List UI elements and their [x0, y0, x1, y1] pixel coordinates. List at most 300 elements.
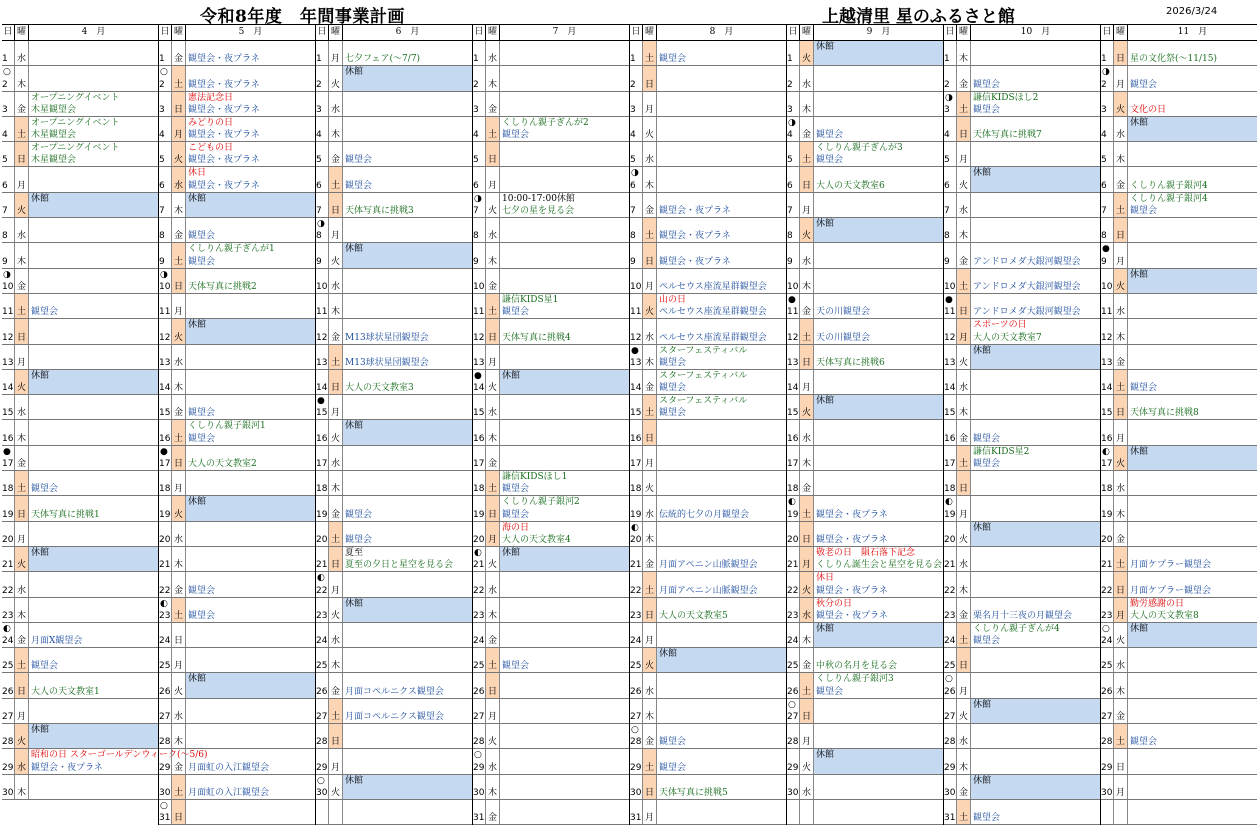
weekday-label: 日 [645, 610, 655, 621]
weekday-label: 火 [959, 712, 969, 723]
day-cell [630, 193, 643, 217]
day-row [944, 724, 1100, 749]
weekday-label: 月 [174, 130, 184, 141]
weekday-label: 月 [1116, 79, 1126, 90]
weekday-label: 金 [488, 636, 498, 647]
weekday-cell [15, 446, 29, 470]
weekday-label: 日 [174, 813, 184, 824]
weekday-cell [329, 117, 343, 141]
day-number: 23 [1101, 610, 1113, 621]
day-number: 25 [630, 661, 642, 672]
weekday-label: 月 [17, 534, 27, 545]
moon-phase-icon: ● [317, 396, 325, 407]
weekday-cell [643, 294, 657, 318]
day-cell [473, 193, 486, 217]
day-row [787, 673, 943, 698]
weekday-label: 日 [488, 332, 498, 343]
day-cell [1101, 243, 1114, 267]
weekday-label: 火 [1116, 636, 1126, 647]
day-cell [1101, 142, 1114, 166]
day-cell [944, 673, 957, 697]
event-cell [29, 243, 158, 267]
weekday-cell [1114, 167, 1128, 191]
weekday-cell [957, 471, 971, 495]
event-cell [29, 775, 158, 799]
day-cell [787, 66, 800, 90]
event-cell [814, 218, 943, 242]
weekday-label: 金 [959, 256, 969, 267]
day-cell [630, 142, 643, 166]
weekday-cell [643, 749, 657, 773]
weekday-label: 日 [1116, 408, 1126, 419]
day-number: 25 [473, 661, 485, 672]
day-number: 17 [787, 459, 799, 470]
day-number: 18 [944, 484, 956, 495]
event-cell [29, 420, 158, 444]
day-number: 29 [944, 762, 956, 773]
day-row [630, 92, 786, 117]
day-cell [630, 496, 643, 520]
day-cell [944, 623, 957, 647]
day-cell [787, 446, 800, 470]
weekday-cell [15, 547, 29, 571]
day-cell [316, 572, 329, 596]
weekday-column-header: 曜 [1114, 25, 1128, 40]
event-cell [29, 673, 158, 697]
event-text: くしりん親子銀河2 [502, 497, 580, 508]
day-number: 22 [316, 585, 328, 596]
event-cell [657, 648, 786, 672]
day-cell [159, 66, 172, 90]
day-number: 13 [787, 357, 799, 368]
weekday-label: 日 [802, 534, 812, 545]
event-cell [500, 370, 629, 394]
weekday-label: 月 [17, 357, 27, 368]
weekday-cell [800, 572, 814, 596]
event-text: 休館 [31, 725, 50, 736]
day-row [1101, 420, 1257, 445]
event-text: 観望会 [973, 813, 1001, 824]
moon-phase-icon: ● [3, 446, 11, 457]
day-row [787, 193, 943, 218]
day-number: 29 [316, 762, 328, 773]
day-row [2, 41, 158, 66]
day-row [1101, 117, 1257, 142]
weekday-label: 水 [17, 762, 27, 773]
day-cell [787, 572, 800, 596]
weekday-cell [329, 496, 343, 520]
moon-phase-icon: ◐ [1102, 446, 1110, 457]
weekday-cell [329, 218, 343, 242]
day-number: 16 [630, 433, 642, 444]
weekday-cell [329, 319, 343, 343]
event-cell [814, 724, 943, 748]
weekday-column-header: 曜 [329, 25, 343, 40]
event-cell [1128, 294, 1257, 318]
weekday-label: 月 [645, 459, 655, 470]
event-text: 休館 [973, 699, 992, 710]
weekday-label: 金 [802, 307, 812, 318]
weekday-cell [957, 66, 971, 90]
day-cell [1101, 269, 1114, 293]
event-text: 休館 [188, 193, 207, 204]
event-text: 月面虹の入江観望会 [188, 787, 270, 798]
weekday-label: 木 [959, 231, 969, 242]
day-cell [159, 673, 172, 697]
day-cell [630, 724, 643, 748]
weekday-label: 金 [17, 636, 27, 647]
day-row [159, 370, 315, 395]
weekday-cell [15, 218, 29, 242]
event-cell [29, 598, 158, 622]
day-cell [2, 142, 15, 166]
day-row [1101, 724, 1257, 749]
day-row [1101, 800, 1257, 825]
day-number: 13 [473, 357, 485, 368]
day-number: 20 [1101, 534, 1113, 545]
weekday-cell [1114, 41, 1128, 65]
weekday-cell [15, 395, 29, 419]
event-cell [971, 218, 1100, 242]
day-row [316, 496, 472, 521]
day-row [630, 167, 786, 192]
day-row [2, 319, 158, 344]
day-cell [787, 547, 800, 571]
day-cell [1101, 496, 1114, 520]
weekday-cell [172, 800, 186, 824]
event-cell [186, 572, 315, 596]
event-cell [1128, 167, 1257, 191]
event-cell [500, 572, 629, 596]
event-text: スターフェスティバル [659, 396, 748, 407]
weekday-column-header: 曜 [643, 25, 657, 40]
day-row [159, 420, 315, 445]
day-row [2, 66, 158, 91]
weekday-label: 土 [488, 484, 498, 495]
weekday-cell [800, 673, 814, 697]
event-cell [814, 420, 943, 444]
day-row [2, 294, 158, 319]
weekday-label: 木 [331, 661, 341, 672]
day-cell [159, 193, 172, 217]
weekday-label: 月 [645, 104, 655, 115]
weekday-column-header: 曜 [486, 25, 500, 40]
weekday-label: 水 [645, 332, 655, 343]
weekday-label: 火 [331, 433, 341, 444]
day-cell [1101, 699, 1114, 723]
event-cell [29, 218, 158, 242]
day-cell [316, 420, 329, 444]
day-number: 5 [159, 155, 165, 166]
event-cell [186, 294, 315, 318]
day-number: 9 [787, 256, 793, 267]
weekday-label: 火 [488, 206, 498, 217]
event-text: ペルセウス座流星群観望会 [659, 281, 767, 292]
day-row [630, 294, 786, 319]
day-row [473, 800, 629, 825]
day-number: 14 [159, 383, 171, 394]
event-text: 大人の天文教室3 [345, 383, 414, 394]
weekday-label: 金 [959, 79, 969, 90]
event-cell [186, 142, 315, 166]
day-row [473, 370, 629, 395]
weekday-cell [643, 193, 657, 217]
day-cell [473, 92, 486, 116]
day-number: 8 [944, 231, 950, 242]
day-cell [159, 496, 172, 520]
day-number: 15 [787, 408, 799, 419]
weekday-cell [1114, 92, 1128, 116]
moon-phase-icon: ◐ [631, 522, 639, 533]
weekday-label: 金 [802, 484, 812, 495]
weekday-label: 土 [174, 256, 184, 267]
event-cell [29, 547, 158, 571]
day-number: 1 [316, 54, 322, 65]
weekday-label: 日 [959, 661, 969, 672]
day-number: 20 [630, 534, 642, 545]
day-row [316, 673, 472, 698]
day-cell [630, 294, 643, 318]
day-cell [944, 775, 957, 799]
day-row [787, 623, 943, 648]
day-row [473, 724, 629, 749]
weekday-label: 金 [174, 54, 184, 65]
event-cell [814, 775, 943, 799]
event-cell [1128, 370, 1257, 394]
event-text: 観望会・夜プラネ [816, 585, 888, 596]
weekday-label: 月 [802, 737, 812, 748]
day-row [944, 370, 1100, 395]
event-text: 観望会 [973, 79, 1001, 90]
event-cell [1128, 345, 1257, 369]
day-cell [316, 471, 329, 495]
day-row [473, 775, 629, 800]
event-cell [500, 41, 629, 65]
weekday-label: 木 [331, 130, 341, 141]
event-text: 月面ケプラー観望会 [1130, 585, 1212, 596]
day-row [787, 598, 943, 623]
day-row [630, 142, 786, 167]
day-cell [1101, 800, 1114, 824]
month-column [943, 24, 1100, 825]
day-row [1101, 167, 1257, 192]
day-cell [316, 724, 329, 748]
day-row [1101, 218, 1257, 243]
day-row [473, 547, 629, 572]
day-cell [1101, 345, 1114, 369]
event-cell [186, 395, 315, 419]
day-cell [787, 699, 800, 723]
day-cell [1101, 572, 1114, 596]
event-cell [1128, 800, 1257, 824]
weekday-label: 水 [959, 206, 969, 217]
day-cell [316, 547, 329, 571]
event-text: スターフェスティバル [659, 370, 748, 381]
day-row [630, 117, 786, 142]
day-cell [316, 269, 329, 293]
day-cell [2, 167, 15, 191]
event-cell [1128, 243, 1257, 267]
weekday-label: 火 [331, 610, 341, 621]
weekday-label: 日 [17, 155, 27, 166]
day-cell [630, 395, 643, 419]
event-cell [500, 218, 629, 242]
event-cell [971, 167, 1100, 191]
day-row [944, 420, 1100, 445]
day-cell [1101, 41, 1114, 65]
day-cell [944, 395, 957, 419]
event-text: 観望会 [973, 433, 1001, 444]
moon-phase-icon: ◐ [160, 598, 168, 609]
day-cell [473, 395, 486, 419]
event-text: 休館 [973, 522, 992, 533]
weekday-label: 火 [802, 231, 812, 242]
day-number: 2 [473, 79, 479, 90]
day-cell [159, 547, 172, 571]
day-row [159, 167, 315, 192]
weekday-label: 日 [17, 686, 27, 697]
day-row [787, 370, 943, 395]
day-number: 28 [630, 737, 642, 748]
event-cell [186, 496, 315, 520]
day-cell [944, 41, 957, 65]
day-cell [159, 572, 172, 596]
day-cell [2, 598, 15, 622]
weekday-label: 木 [645, 534, 655, 545]
day-row [316, 218, 472, 243]
weekday-cell [172, 598, 186, 622]
weekday-cell [172, 496, 186, 520]
weekday-label: 木 [959, 762, 969, 773]
event-cell [29, 395, 158, 419]
day-number: 17 [1101, 459, 1113, 470]
day-number: 20 [2, 534, 14, 545]
weekday-cell [643, 623, 657, 647]
day-number: 29 [630, 762, 642, 773]
event-cell [343, 648, 472, 672]
event-text: 観望会 [31, 661, 59, 672]
day-number: 10 [630, 281, 642, 292]
day-cell [473, 471, 486, 495]
weekday-cell [172, 572, 186, 596]
weekday-cell [1114, 66, 1128, 90]
day-row [944, 345, 1100, 370]
day-row [630, 598, 786, 623]
event-cell [29, 193, 158, 217]
weekday-cell [329, 598, 343, 622]
day-cell [316, 370, 329, 394]
day-row [630, 471, 786, 496]
day-number: 3 [787, 104, 793, 115]
day-cell [2, 370, 15, 394]
weekday-cell [800, 775, 814, 799]
weekday-label: 金 [174, 585, 184, 596]
day-number: 9 [159, 256, 165, 267]
day-number: 28 [473, 737, 485, 748]
event-cell [343, 345, 472, 369]
day-row [944, 319, 1100, 344]
day-cell [473, 446, 486, 470]
day-number: 25 [787, 661, 799, 672]
day-row [787, 269, 943, 294]
day-number: 10 [787, 281, 799, 292]
weekday-cell [15, 673, 29, 697]
weekday-cell [957, 749, 971, 773]
day-row [1101, 243, 1257, 268]
weekday-cell [957, 446, 971, 470]
day-number: 24 [159, 636, 171, 647]
day-number: 3 [2, 104, 8, 115]
day-number: 21 [787, 560, 799, 571]
weekday-label: 金 [331, 332, 341, 343]
day-cell [473, 749, 486, 773]
weekday-cell [329, 395, 343, 419]
event-cell [657, 243, 786, 267]
day-row [787, 775, 943, 800]
day-row [473, 749, 629, 774]
day-cell [944, 648, 957, 672]
event-cell [814, 522, 943, 546]
day-row [944, 167, 1100, 192]
day-number: 1 [787, 54, 793, 65]
day-cell [316, 496, 329, 520]
event-cell [343, 395, 472, 419]
month-label: 5 月 [238, 27, 263, 37]
event-cell [343, 319, 472, 343]
weekday-cell [172, 92, 186, 116]
event-text: 木星観望会 [31, 130, 77, 141]
weekday-cell [486, 395, 500, 419]
event-text: 月面虹の入江観望会 [188, 762, 270, 773]
weekday-cell [1114, 117, 1128, 141]
weekday-label: 木 [959, 54, 969, 65]
event-cell [1128, 193, 1257, 217]
day-number: 28 [2, 737, 14, 748]
day-cell [787, 319, 800, 343]
weekday-cell [1114, 345, 1128, 369]
day-number: 11 [630, 307, 642, 318]
weekday-label: 日 [331, 737, 341, 748]
day-cell [944, 218, 957, 242]
weekday-cell [800, 193, 814, 217]
weekday-cell [329, 193, 343, 217]
weekday-cell [1114, 699, 1128, 723]
weekday-label: 月 [331, 54, 341, 65]
weekday-cell [15, 370, 29, 394]
weekday-cell [1114, 243, 1128, 267]
weekday-cell [800, 345, 814, 369]
weekday-cell [957, 142, 971, 166]
day-cell [159, 800, 172, 824]
day-row [316, 167, 472, 192]
day-number: 6 [2, 180, 8, 191]
event-text: 天体写真に挑戦1 [31, 509, 100, 520]
moon-phase-icon: ○ [317, 775, 325, 786]
weekday-label: 日 [959, 484, 969, 495]
event-cell [29, 572, 158, 596]
day-number: 13 [1101, 357, 1113, 368]
event-cell [186, 345, 315, 369]
day-cell [473, 243, 486, 267]
day-number: 18 [787, 484, 799, 495]
event-cell [500, 673, 629, 697]
event-text: 休館 [502, 370, 521, 381]
weekday-cell [643, 446, 657, 470]
event-text: 木星観望会 [31, 104, 77, 115]
moon-phase-icon: ● [160, 446, 168, 457]
day-cell [159, 446, 172, 470]
day-number: 27 [1101, 712, 1113, 723]
